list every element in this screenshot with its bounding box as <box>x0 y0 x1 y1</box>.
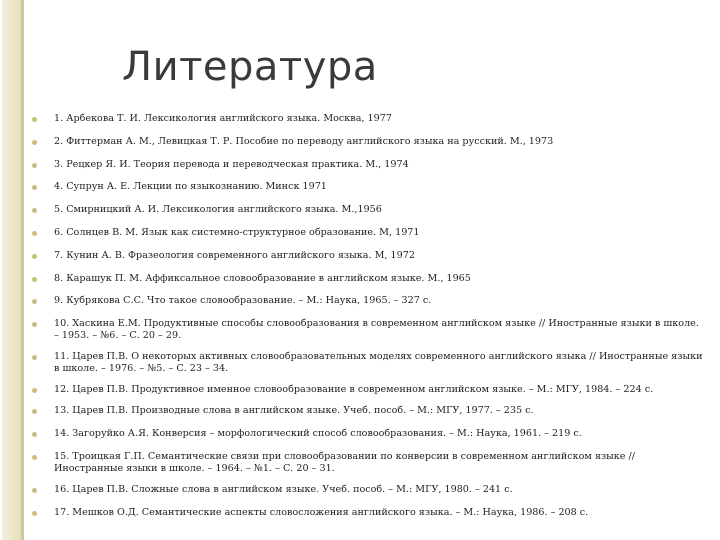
bullet-icon <box>32 163 37 168</box>
list-item <box>32 159 704 171</box>
reference-text: 16. Царев П.В. Сложные слова в английском языке. Учеб. пособ. – М.: МГУ, 1980. – 241 с. <box>54 483 513 495</box>
list-item <box>32 227 704 239</box>
reference-text: 5. Смирницкий А. И. Лексикология английского языка. М.,1956 <box>54 204 382 216</box>
reference-text: 15. Троицкая Г.П. Семантические связи при словообразовании по конверсии в современном английском языке // Иностранные языки в школе. – 1964. – №1. – С. 20 – 31. <box>54 450 635 474</box>
reference-text: 1. Арбекова Т. И. Лексикология английского языка. Москва, 1977 <box>54 113 392 124</box>
list-item <box>32 113 704 125</box>
bullet-icon <box>32 388 37 393</box>
bullet-icon <box>32 299 37 304</box>
list-item <box>32 451 704 475</box>
reference-text: 4. Супрун А. Е. Лекции по языкознанию. Минск 1971 <box>54 181 327 193</box>
list-item <box>32 384 704 396</box>
list-item <box>32 295 704 307</box>
reference-text: 9. Кубрякова С.С. Что такое словообразование. – М.: Наука, 1965. – 327 с. <box>54 295 432 307</box>
bullet-icon <box>32 117 37 122</box>
reference-text: 12. Царев П.В. Продуктивное именное словообразование в современном английском языке. – М.: МГУ, 1984. – 224 с. <box>54 384 654 396</box>
bullet-icon <box>32 432 37 437</box>
decorative-frame-edge <box>21 0 24 540</box>
bullet-icon <box>32 208 37 213</box>
bullet-icon <box>32 231 37 236</box>
list-item <box>32 484 704 496</box>
list-item <box>32 351 704 375</box>
reference-text: 3. Рецкер Я. И. Теория перевода и переводческая практика. М., 1974 <box>54 158 409 170</box>
slide-title: Литература <box>122 44 378 90</box>
list-item <box>32 428 704 440</box>
reference-text: 14. Загоруйко А.Я. Конверсия – морфологический способ словообразования. – М.: Наука, 1961. – 219 с. <box>54 427 582 439</box>
list-item <box>32 204 704 216</box>
bullet-icon <box>32 185 37 190</box>
reference-text: 11. Царев П.В. О некоторых активных словообразовательных моделях современного английского языка // Иностранные языки в школе. – 1976. – №5. – С. 23 – 34. <box>54 351 703 375</box>
reference-text: 7. Кунин А. В. Фразеология современного английского языка. М, 1972 <box>54 249 415 261</box>
reference-text: 2. Фиттерман А. М., Левицкая Т. Р. Пособие по переводу английского языка на русский. М., 1973 <box>54 135 554 147</box>
list-item <box>32 405 704 417</box>
bullet-icon <box>32 140 37 145</box>
list-item <box>32 136 704 148</box>
reference-text: 13. Царев П.В. Производные слова в английском языке. Учеб. пособ. – М.: МГУ, 1977. – 235 с. <box>54 405 534 417</box>
bullet-icon <box>32 254 37 259</box>
decorative-frame <box>2 0 22 540</box>
list-item <box>32 507 704 519</box>
bullet-icon <box>32 409 37 414</box>
bullet-icon <box>32 455 37 460</box>
list-item <box>32 250 704 262</box>
bullet-icon <box>32 488 37 493</box>
reference-text: 8. Карашук П. М. Аффиксальное словообразование в английском языке. М., 1965 <box>54 272 471 284</box>
reference-text: 17. Мешков О.Д. Семантические аспекты словосложения английского языка. – М.: Наука, 1986. – 208 с. <box>54 506 589 518</box>
list-item <box>32 181 704 193</box>
bullet-icon <box>32 277 37 282</box>
bullet-icon <box>32 322 37 327</box>
list-item <box>32 273 704 285</box>
reference-list <box>32 113 704 529</box>
bullet-icon <box>32 511 37 516</box>
reference-text: 10. Хаскина Е.М. Продуктивные способы словообразования в современном английском языке // Иностранные языки в школе. – 1953. – №6. – С. 20 – 29. <box>54 318 699 342</box>
reference-text: 6. Солнцев В. М. Язык как системно-структурное образование. М, 1971 <box>54 226 420 238</box>
bullet-icon <box>32 355 37 360</box>
list-item <box>32 318 704 342</box>
